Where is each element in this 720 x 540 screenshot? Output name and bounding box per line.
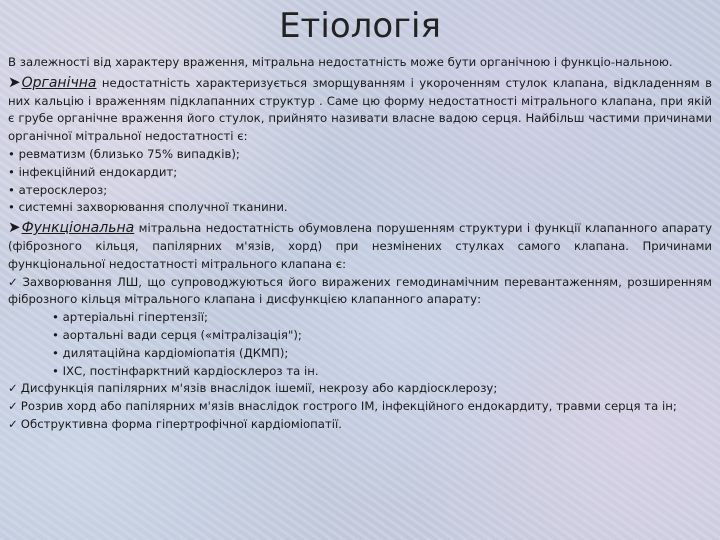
- other-cause-item: [8, 380, 712, 398]
- arrow-bullet-icon: ➤: [8, 218, 21, 237]
- check-icon: ✓: [8, 381, 18, 396]
- slide-title: Етіологія: [279, 6, 441, 46]
- organic-term: Органічна: [21, 74, 97, 91]
- other-cause-text: Дисфункція папілярних м'язів внаслідок ішемії, некрозу або кардіосклерозу;: [20, 381, 498, 396]
- other-cause-text: Розрив хорд або папілярних м'язів внаслідок гострого ІМ, інфекційного ендокардиту, травми серця та ін;: [20, 399, 677, 414]
- functional-check-text: Захворювання ЛШ, що супроводжуються його виражених гемодинамічним перевантаженням, розширенням фіброзного кільця мітрального клапана і дисфункцією клапанного апарату:: [8, 274, 713, 307]
- organic-cause-item: • системні захворювання сполучної тканини.: [8, 200, 288, 215]
- organic-cause-item: • інфекційний ендокардит;: [8, 164, 178, 179]
- organic-text: недостатність характеризується зморщуванням і укороченням стулок клапана, відкладенням в них кальцію і враженням підклапанних структур . Саме цю форму недостатності мітрального клапана, при якій є грубе органічне враження його стулок, прийнято називати власне вадою серця. Найбільш частими причинами органічної мітральної недостатності є:: [8, 75, 712, 144]
- organic-cause-item: • атеросклероз;: [8, 182, 108, 197]
- functional-check-item: [8, 274, 712, 310]
- functional-sub-cause: • ІХС, постінфарктний кардіосклероз та ін.: [52, 363, 319, 378]
- check-icon: ✓: [8, 399, 18, 414]
- functional-sub-cause: • артеріальні гіпертензії;: [52, 310, 208, 325]
- intro-paragraph: В залежності від характеру враження, мітральна недостатність може бути органічною і функціо-нальною.: [8, 55, 673, 69]
- other-cause-text: Обструктивна форма гіпертрофічної кардіоміопатії.: [20, 416, 342, 431]
- slide-body: [8, 54, 712, 434]
- arrow-bullet-icon: ➤: [8, 72, 21, 91]
- check-icon: ✓: [8, 416, 18, 431]
- organic-paragraph: [8, 74, 712, 146]
- other-cause-item: [8, 398, 712, 416]
- functional-sub-cause: • дилятаційна кардіоміопатія (ДКМП);: [52, 345, 289, 360]
- functional-sub-cause: • аортальні вади серця («мітралізація");: [52, 327, 302, 342]
- check-icon: ✓: [8, 274, 20, 289]
- functional-paragraph: [8, 219, 712, 273]
- other-cause-item: [8, 416, 712, 434]
- functional-text: мітральна недостатність обумовлена порушенням структури і функції клапанного апарату (фіброзного кільця, папілярних м'язів, хорд) при незмінених стулках самого клапана. Причинами функціональної недостатності мітрального клапана є:: [8, 221, 712, 271]
- organic-cause-item: • ревматизм (близько 75% випадків);: [8, 146, 240, 161]
- functional-term: Функціональна: [21, 220, 135, 237]
